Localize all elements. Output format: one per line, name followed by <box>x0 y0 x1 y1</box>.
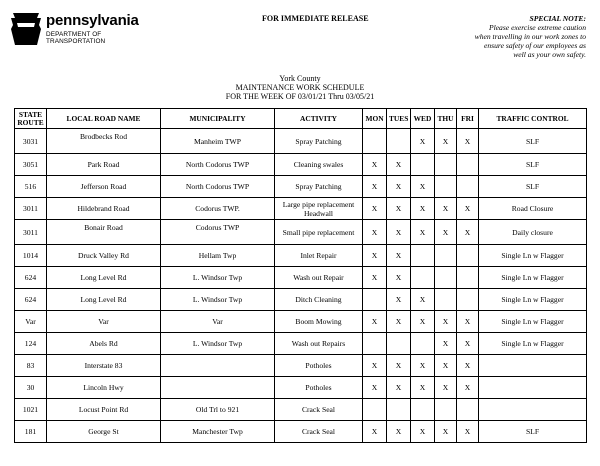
cell-thu: X <box>435 421 457 443</box>
cell-wed: X <box>411 289 435 311</box>
cell-traffic: SLF <box>479 129 587 154</box>
document-titles <box>0 74 600 101</box>
special-note-line: when travelling in our work zones to <box>474 32 586 41</box>
cell-thu: X <box>435 311 457 333</box>
cell-wed <box>411 333 435 355</box>
cell-road: Var <box>47 311 161 333</box>
cell-tues: X <box>387 220 411 245</box>
cell-mon: X <box>363 198 387 220</box>
cell-activity: Wash out Repairs <box>275 333 363 355</box>
cell-thu: X <box>435 198 457 220</box>
cell-thu <box>435 245 457 267</box>
cell-mon <box>363 399 387 421</box>
cell-tues: X <box>387 311 411 333</box>
cell-fri: X <box>457 355 479 377</box>
cell-wed <box>411 267 435 289</box>
col-tues: TUES <box>387 109 411 129</box>
cell-tues <box>387 399 411 421</box>
table-row <box>15 154 587 176</box>
cell-route: 83 <box>15 355 47 377</box>
col-fri: FRI <box>457 109 479 129</box>
cell-municipality: L. Windsor Twp <box>161 333 275 355</box>
cell-mon <box>363 333 387 355</box>
cell-route: 624 <box>15 267 47 289</box>
cell-traffic: SLF <box>479 176 587 198</box>
work-schedule-table <box>14 108 587 443</box>
cell-fri: X <box>457 311 479 333</box>
cell-municipality: Old Trl to 921 <box>161 399 275 421</box>
col-mon: MON <box>363 109 387 129</box>
cell-tues: X <box>387 355 411 377</box>
cell-activity: Large pipe replacement Headwall <box>275 198 363 220</box>
cell-traffic: Single Ln w Flagger <box>479 311 587 333</box>
cell-route: 3051 <box>15 154 47 176</box>
table-row <box>15 333 587 355</box>
cell-thu: X <box>435 129 457 154</box>
logo-department: DEPARTMENT OF TRANSPORTATION <box>46 31 106 45</box>
week-title: FOR THE WEEK OF 03/01/21 Thru 03/05/21 <box>225 92 375 101</box>
table-row <box>15 129 587 154</box>
cell-road: Bonair Road <box>47 220 161 245</box>
cell-road: George St <box>47 421 161 443</box>
col-road-name: LOCAL ROAD NAME <box>47 109 161 129</box>
cell-road: Interstate 83 <box>47 355 161 377</box>
release-notice: FOR IMMEDIATE RELEASE <box>262 14 369 23</box>
cell-traffic <box>479 355 587 377</box>
cell-tues: X <box>387 245 411 267</box>
cell-road: Jefferson Road <box>47 176 161 198</box>
cell-route: Var <box>15 311 47 333</box>
cell-activity: Cleaning swales <box>275 154 363 176</box>
cell-road: Brodbecks Rod <box>47 129 161 154</box>
cell-municipality: North Codorus TWP <box>161 176 275 198</box>
cell-thu <box>435 289 457 311</box>
cell-route: 3031 <box>15 129 47 154</box>
cell-mon: X <box>363 377 387 399</box>
cell-thu: X <box>435 377 457 399</box>
cell-traffic <box>479 377 587 399</box>
schedule-title: MAINTENANCE WORK SCHEDULE <box>235 83 365 92</box>
cell-road: Long Level Rd <box>47 289 161 311</box>
cell-mon: X <box>363 421 387 443</box>
col-state-route: STATE ROUTE <box>15 109 47 129</box>
cell-mon: X <box>363 245 387 267</box>
cell-tues: X <box>387 377 411 399</box>
cell-fri: X <box>457 421 479 443</box>
cell-mon: X <box>363 220 387 245</box>
cell-fri <box>457 399 479 421</box>
cell-fri <box>457 289 479 311</box>
table-row <box>15 355 587 377</box>
cell-fri <box>457 154 479 176</box>
table-row <box>15 176 587 198</box>
cell-traffic <box>479 399 587 421</box>
cell-route: 124 <box>15 333 47 355</box>
cell-traffic: Single Ln w Flagger <box>479 289 587 311</box>
table-row <box>15 399 587 421</box>
cell-fri: X <box>457 198 479 220</box>
penndot-logo <box>10 12 160 46</box>
table-body <box>15 129 587 443</box>
cell-traffic: Single Ln w Flagger <box>479 333 587 355</box>
col-thu: THU <box>435 109 457 129</box>
cell-thu: X <box>435 333 457 355</box>
cell-municipality: Codorus TWP <box>161 220 275 245</box>
cell-activity: Potholes <box>275 355 363 377</box>
cell-tues: X <box>387 267 411 289</box>
cell-wed: X <box>411 311 435 333</box>
cell-wed: X <box>411 377 435 399</box>
table-row <box>15 421 587 443</box>
cell-activity: Boom Mowing <box>275 311 363 333</box>
cell-tues: X <box>387 176 411 198</box>
cell-route: 3011 <box>15 198 47 220</box>
cell-thu: X <box>435 220 457 245</box>
cell-mon <box>363 289 387 311</box>
cell-road: Long Level Rd <box>47 267 161 289</box>
cell-route: 1014 <box>15 245 47 267</box>
cell-mon: X <box>363 267 387 289</box>
cell-tues: X <box>387 154 411 176</box>
table-row <box>15 245 587 267</box>
cell-wed <box>411 245 435 267</box>
cell-wed: X <box>411 421 435 443</box>
cell-municipality: L. Windsor Twp <box>161 267 275 289</box>
cell-fri <box>457 176 479 198</box>
table-row <box>15 289 587 311</box>
cell-wed: X <box>411 129 435 154</box>
cell-tues <box>387 129 411 154</box>
cell-mon <box>363 129 387 154</box>
cell-traffic: SLF <box>479 421 587 443</box>
cell-traffic: Single Ln w Flagger <box>479 267 587 289</box>
cell-thu <box>435 399 457 421</box>
cell-traffic: Road Closure <box>479 198 587 220</box>
cell-road: Park Road <box>47 154 161 176</box>
cell-wed: X <box>411 198 435 220</box>
table-row <box>15 267 587 289</box>
special-note-title: SPECIAL NOTE: <box>529 14 586 23</box>
cell-route: 30 <box>15 377 47 399</box>
cell-road: Druck Valley Rd <box>47 245 161 267</box>
cell-route: 516 <box>15 176 47 198</box>
cell-fri: X <box>457 129 479 154</box>
cell-wed: X <box>411 355 435 377</box>
cell-activity: Crack Seal <box>275 399 363 421</box>
cell-municipality: Var <box>161 311 275 333</box>
table-row <box>15 220 587 245</box>
cell-route: 181 <box>15 421 47 443</box>
special-note-line: Please exercise extreme caution <box>488 23 586 32</box>
cell-tues: X <box>387 198 411 220</box>
cell-mon: X <box>363 311 387 333</box>
cell-municipality: Hellam Twp <box>161 245 275 267</box>
cell-activity: Spray Patching <box>275 176 363 198</box>
cell-municipality: North Codorus TWP <box>161 154 275 176</box>
cell-wed <box>411 399 435 421</box>
table-header-row <box>15 109 587 129</box>
cell-municipality: Manheim TWP <box>161 129 275 154</box>
cell-thu <box>435 267 457 289</box>
cell-road: Locust Point Rd <box>47 399 161 421</box>
special-note-line: well as your own safety. <box>513 50 586 59</box>
cell-fri <box>457 245 479 267</box>
cell-road: Hildebrand Road <box>47 198 161 220</box>
cell-activity: Crack Seal <box>275 421 363 443</box>
cell-activity: Wash out Repair <box>275 267 363 289</box>
cell-route: 3011 <box>15 220 47 245</box>
cell-tues: X <box>387 421 411 443</box>
cell-fri: X <box>457 333 479 355</box>
cell-thu: X <box>435 355 457 377</box>
cell-traffic: Single Ln w Flagger <box>479 245 587 267</box>
cell-thu <box>435 154 457 176</box>
cell-traffic: Daily closure <box>479 220 587 245</box>
cell-fri <box>457 267 479 289</box>
cell-wed: X <box>411 176 435 198</box>
table-row <box>15 377 587 399</box>
table-row <box>15 198 587 220</box>
cell-road: Lincoln Hwy <box>47 377 161 399</box>
cell-wed <box>411 154 435 176</box>
logo-wordmark: pennsylvania <box>46 12 139 29</box>
cell-activity: Small pipe replacement <box>275 220 363 245</box>
cell-route: 624 <box>15 289 47 311</box>
special-note-line: ensure safety of our employees as <box>484 41 586 50</box>
cell-fri: X <box>457 377 479 399</box>
cell-tues: X <box>387 289 411 311</box>
keystone-icon <box>10 12 42 46</box>
cell-municipality: L. Windsor Twp <box>161 289 275 311</box>
cell-fri: X <box>457 220 479 245</box>
cell-municipality: Codorus TWP. <box>161 198 275 220</box>
cell-activity: Inlet Repair <box>275 245 363 267</box>
cell-tues <box>387 333 411 355</box>
cell-municipality <box>161 377 275 399</box>
cell-activity: Potholes <box>275 377 363 399</box>
cell-mon: X <box>363 154 387 176</box>
cell-route: 1021 <box>15 399 47 421</box>
cell-traffic: SLF <box>479 154 587 176</box>
cell-mon: X <box>363 176 387 198</box>
col-traffic-control: TRAFFIC CONTROL <box>479 109 587 129</box>
cell-activity: Spray Patching <box>275 129 363 154</box>
special-note <box>436 14 586 59</box>
cell-mon: X <box>363 355 387 377</box>
cell-activity: Ditch Cleaning <box>275 289 363 311</box>
cell-municipality <box>161 355 275 377</box>
col-wed: WED <box>411 109 435 129</box>
cell-road: Abels Rd <box>47 333 161 355</box>
table-row <box>15 311 587 333</box>
county-title: York County <box>279 74 321 83</box>
col-activity: ACTIVITY <box>275 109 363 129</box>
cell-thu <box>435 176 457 198</box>
cell-municipality: Manchester Twp <box>161 421 275 443</box>
col-municipality: MUNICIPALITY <box>161 109 275 129</box>
cell-wed: X <box>411 220 435 245</box>
